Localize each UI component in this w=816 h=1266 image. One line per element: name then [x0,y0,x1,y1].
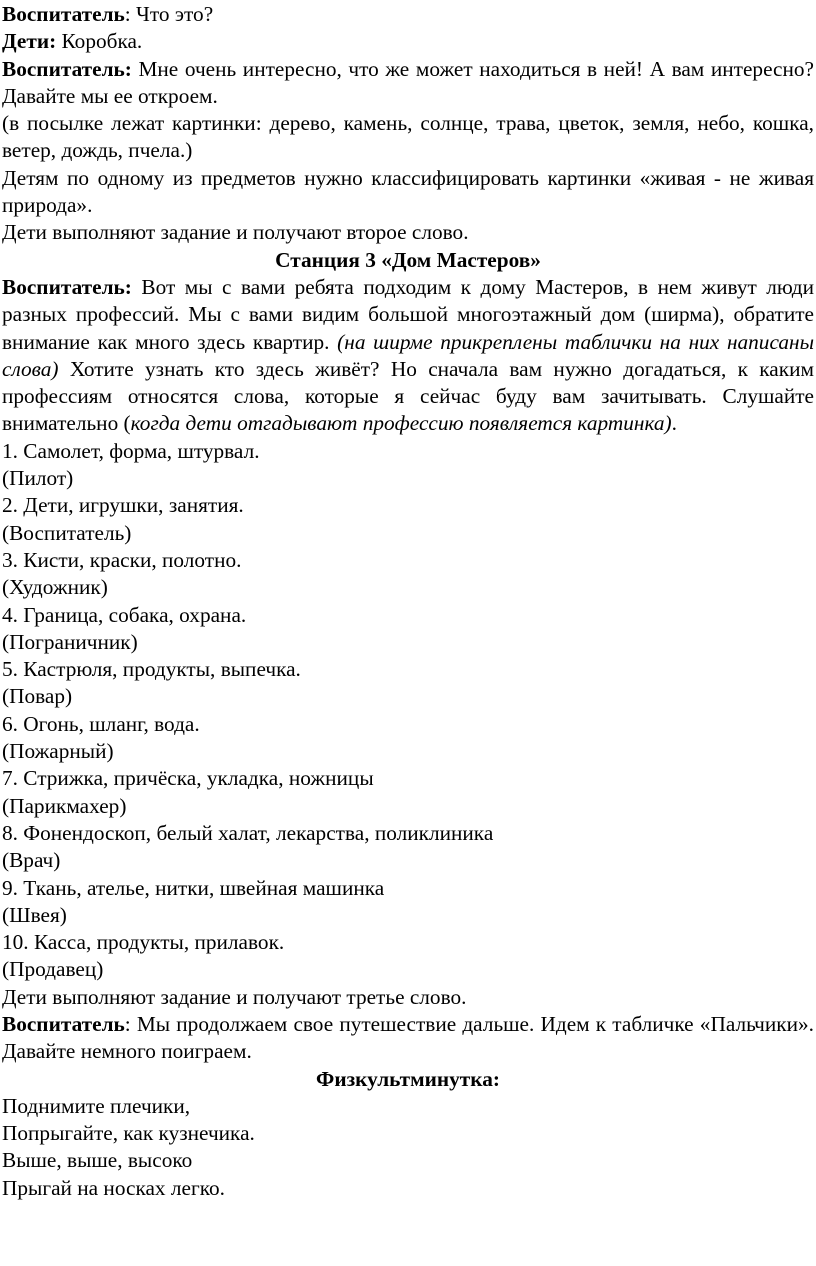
dialogue-line: Дети: Коробка. [2,29,143,54]
riddle-answer: (Пограничник) [2,629,138,654]
poem-line: Выше, выше, высоко [2,1148,193,1173]
riddle-answer: (Повар) [2,684,73,709]
poem [2,1093,814,1202]
dialogue-paragraph: Воспитатель: Мне очень интересно, что же может находиться в ней! А вам интересно? Давайте мы ее откроем. [2,56,814,108]
riddle-answer: (Воспитатель) [2,520,132,545]
riddle-clue: 9. Ткань, ателье, нитки, швейная машинка [2,875,385,900]
speaker-label: Воспитатель: [2,274,132,299]
task-paragraph: Детям по одному из предметов нужно классифицировать картинки «живая - не живая природа». [2,165,814,218]
riddle-answer: (Пожарный) [2,739,114,764]
riddle-answer: (Врач) [2,848,61,873]
riddle-clue: 10. Касса, продукты, прилавок. [2,930,285,955]
riddle-clue: 3. Кисти, краски, полотно. [2,547,242,572]
result-line: Дети выполняют задание и получают третье слово. [2,984,467,1009]
speaker-label: Воспитатель [2,1011,125,1036]
riddle-list [2,438,814,984]
poem-line: Попрыгайте, как кузнечика. [2,1121,255,1146]
note-paragraph: (в посылке лежат картинки: дерево, камень, солнце, трава, цветок, земля, небо, кошка, ветер, дождь, пчела.) [2,111,814,163]
dialogue-paragraph: Воспитатель: Мы продолжаем свое путешествие дальше. Идем к табличке «Пальчики». Давайте немного поиграем. [2,1011,814,1064]
dialogue-line: Воспитатель: Что это? [2,2,214,26]
riddle-clue: 4. Граница, собака, охрана. [2,602,247,627]
riddle-answer: (Швея) [2,902,67,927]
station-heading: Станция 3 «Дом Мастеров» [275,247,541,272]
speaker-label: Дети: [2,29,57,54]
riddle-answer: (Художник) [2,575,108,600]
riddle-clue: 2. Дети, игрушки, занятия. [2,493,244,518]
speaker-label: Воспитатель [2,2,125,26]
riddle-clue: 6. Огонь, шланг, вода. [2,711,200,736]
section-heading: Физкультминутка: [316,1066,500,1091]
riddle-clue: 7. Стрижка, причёска, укладка, ножницы [2,766,374,791]
riddle-answer: (Продавец) [2,957,104,982]
result-line: Дети выполняют задание и получают второе слово. [2,220,469,245]
station-intro-paragraph: Воспитатель: Вот мы с вами ребята подходим к дому Мастеров, в нем живут люди разных профессий. Мы с вами видим большой многоэтажный дом (ширма), обратите внимание как много здесь квартир. (на ширме прикреплены таблички на них написаны слова) Хотите узнать кто здесь живёт? Но сначала вам нужно догадаться, к каким профессиям относятся слова, которые я сейчас буду вам зачитывать. Слушайте внимательно (когда дети отгадывают профессию появляется картинка). [2,274,814,436]
poem-line: Прыгай на носках легко. [2,1175,225,1200]
riddle-clue: 1. Самолет, форма, штурвал. [2,438,260,463]
riddle-answer: (Парикмахер) [2,793,127,818]
poem-line: Поднимите плечики, [2,1093,191,1118]
riddle-clue: 8. Фонендоскоп, белый халат, лекарства, поликлиника [2,820,494,845]
riddle-clue: 5. Кастрюля, продукты, выпечка. [2,657,301,682]
riddle-answer: (Пилот) [2,466,74,491]
speaker-label: Воспитатель: [2,56,132,81]
